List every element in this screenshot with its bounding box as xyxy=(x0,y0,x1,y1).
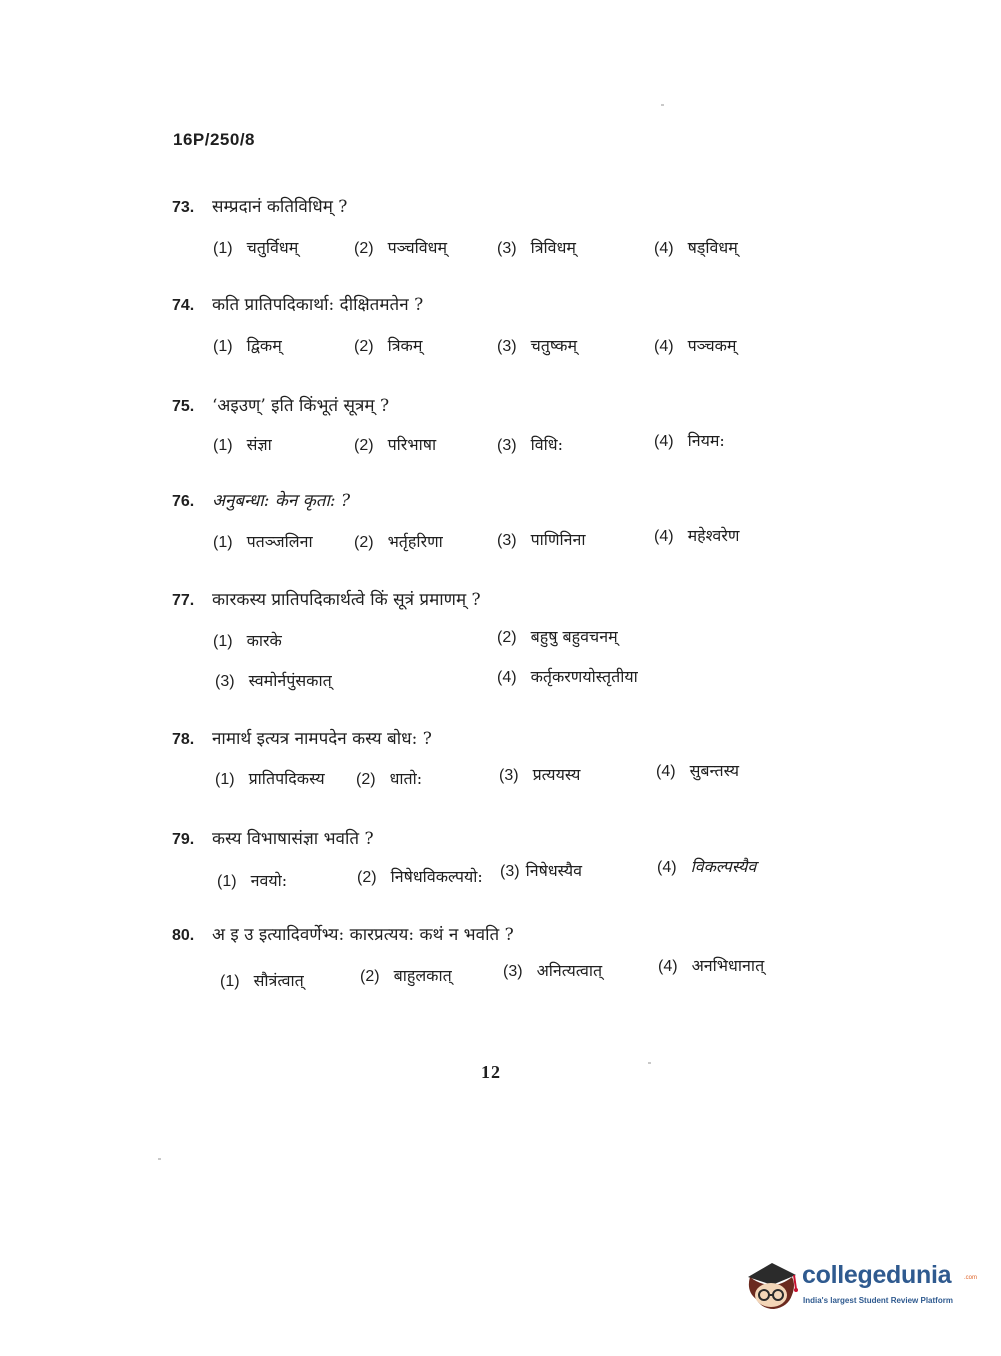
question-number: 75. xyxy=(172,398,195,415)
option-4: (4) कर्तृकरणयोस्तृतीया xyxy=(497,667,638,686)
question-number: 76. xyxy=(172,493,195,510)
question-80 xyxy=(172,922,514,945)
option-3: (3) विधि: xyxy=(497,435,563,454)
option-2: (2) पञ्चविधम् xyxy=(354,238,448,257)
option-2: (2) भर्तृहरिणा xyxy=(354,532,443,551)
question-text: सम्प्रदानं कतिविधिम् ? xyxy=(212,197,348,217)
brand-name: collegedunia xyxy=(802,1261,952,1289)
question-text: नामार्थ इत्यत्र नामपदेन कस्य बोध: ? xyxy=(212,729,432,749)
option-2: (2) त्रिकम् xyxy=(354,336,423,355)
option-4: (4) पञ्चकम् xyxy=(654,336,737,355)
option-2: (2) धातो: xyxy=(356,769,423,788)
option-2: (2) बहुषु बहुवचनम् xyxy=(497,627,618,646)
question-79 xyxy=(172,826,374,849)
option-1: (1) सौत्रंत्वात् xyxy=(220,971,304,990)
option-4: (4) महेश्वरेण xyxy=(654,526,740,545)
question-number: 73. xyxy=(172,199,195,216)
question-77 xyxy=(172,587,481,610)
question-number: 77. xyxy=(172,592,195,609)
brand-suffix: .com xyxy=(964,1275,978,1281)
question-74 xyxy=(172,292,423,315)
question-text: कति प्रातिपदिकार्था: दीक्षितमतेन ? xyxy=(212,295,424,315)
option-3: (3) चतुष्कम् xyxy=(497,336,578,355)
option-3: (3) त्रिविधम् xyxy=(497,238,576,257)
option-1: (1) नवयो: xyxy=(217,871,288,890)
question-number: 80. xyxy=(172,927,195,944)
question-text: ‘अइउण्’ इति किंभूतं सूत्रम् ? xyxy=(212,396,390,416)
brand-tagline: India's largest Student Review Platform xyxy=(803,1296,953,1305)
option-1: (1) संज्ञा xyxy=(213,435,272,454)
option-4: (4) नियम: xyxy=(654,431,725,450)
question-number: 78. xyxy=(172,731,195,748)
option-1: (1) द्विकम् xyxy=(213,336,282,355)
question-73 xyxy=(172,194,347,217)
question-text: अ इ उ इत्यादिवर्णेभ्य: कारप्रत्यय: कथं न भवति ? xyxy=(212,925,514,945)
question-78 xyxy=(172,726,432,749)
option-1: (1) प्रातिपदिकस्य xyxy=(215,769,325,788)
option-3: (3) अनित्यत्वात् xyxy=(503,961,603,980)
option-4: (4) विकल्पस्यैव xyxy=(657,857,757,876)
question-text: अनुबन्धा: केन कृता: ? xyxy=(212,491,351,511)
option-1: (1) चतुर्विधम् xyxy=(213,238,299,257)
option-2: (2) परिभाषा xyxy=(354,435,437,454)
option-1: (1) पतञ्जलिना xyxy=(213,532,313,551)
option-3: (3) प्रत्ययस्य xyxy=(499,765,581,784)
option-4: (4) अनभिधानात् xyxy=(658,956,765,975)
question-75 xyxy=(172,393,389,416)
option-1: (1) कारके xyxy=(213,631,282,650)
paper-code: 16P/250/8 xyxy=(173,130,256,149)
scan-speck xyxy=(158,1158,161,1160)
question-text: कारकस्य प्रातिपदिकार्थत्वे किं सूत्रं प्रमाणम् ? xyxy=(212,590,481,610)
scan-speck xyxy=(648,1062,651,1064)
option-3: (3) पाणिनिना xyxy=(497,530,586,549)
question-76 xyxy=(172,488,350,511)
option-3: (3) स्वमोर्नपुंसकात् xyxy=(215,671,332,690)
option-3: (3) निषेधस्यैव xyxy=(500,861,583,880)
page-number: 12 xyxy=(481,1062,501,1082)
option-2: (2) बाहुलकात् xyxy=(360,966,452,985)
mascot-logo-icon xyxy=(742,1255,800,1315)
question-number: 79. xyxy=(172,831,195,848)
collegedunia-watermark xyxy=(742,1255,978,1317)
question-number: 74. xyxy=(172,297,195,314)
option-4: (4) षड्विधम् xyxy=(654,238,738,257)
option-2: (2) निषेधविकल्पयो: xyxy=(357,867,483,886)
option-4: (4) सुबन्तस्य xyxy=(656,761,740,780)
scan-speck xyxy=(661,104,664,106)
question-text: कस्य विभाषासंज्ञा भवति ? xyxy=(212,829,374,849)
